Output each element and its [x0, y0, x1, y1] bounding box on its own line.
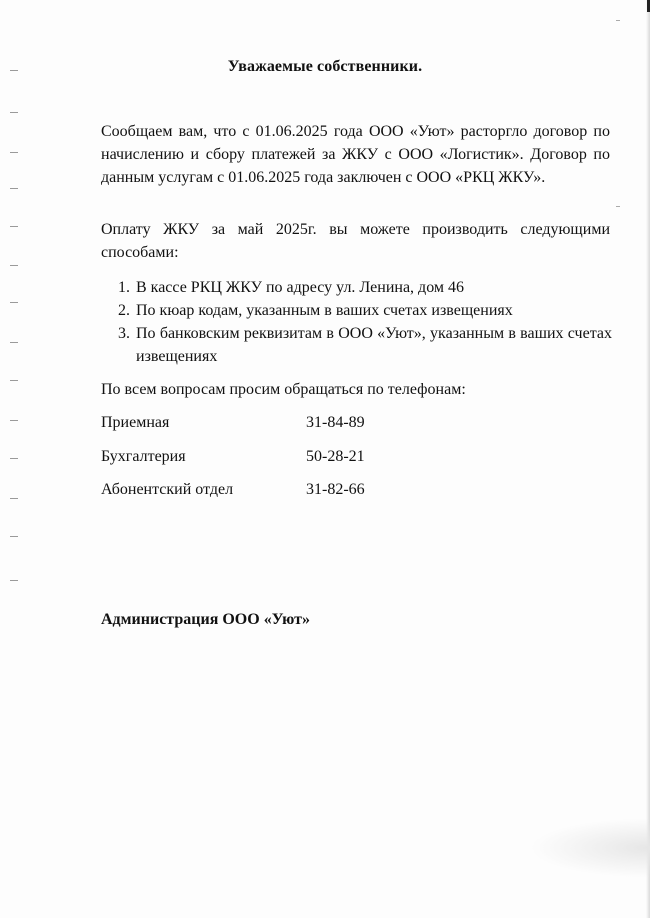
page-edge-shadow: [646, 0, 650, 918]
phone-number: 31-82-66: [306, 481, 365, 498]
scan-margin-mark: [616, 206, 620, 207]
phone-number: 31-84-89: [306, 414, 365, 431]
scan-margin-mark: [10, 342, 18, 343]
phone-number: 50-28-21: [306, 448, 365, 465]
scan-margin-mark: [10, 536, 18, 537]
notice-paragraph: Сообщаем вам, что с 01.06.2025 года ООО «Уют» расторгло договор по начислению и сбору платежей за ЖКУ с ООО «Логистик». Договор по данным услугам с 01.06.2025 года заключен с ООО «РКЦ ЖКУ».: [101, 123, 610, 186]
payment-intro-paragraph: Оплату ЖКУ за май 2025г. вы можете производить следующими способами:: [101, 221, 610, 261]
contact-intro: По всем вопросам просим обращаться по телефонам:: [101, 381, 466, 398]
scan-margin-mark: [10, 112, 18, 113]
scan-margin-mark: [10, 265, 18, 266]
list-item-text: В кассе РКЦ ЖКУ по адресу ул. Ленина, дом 46: [136, 279, 465, 296]
document-title: Уважаемые собственники.: [227, 58, 423, 75]
scan-margin-mark: [10, 188, 18, 189]
phone-row: [101, 414, 365, 432]
list-item-number: 2.: [118, 302, 130, 319]
scan-margin-mark: [10, 380, 18, 381]
scan-margin-mark: [10, 458, 18, 459]
scan-margin-mark: [10, 152, 18, 153]
list-item-number: 3.: [118, 325, 130, 342]
scan-margin-mark: [10, 420, 18, 421]
phone-row: [101, 481, 365, 499]
signature: Администрация ООО «Уют»: [101, 611, 310, 628]
scan-shadow: [530, 818, 650, 878]
department-label: Приемная: [101, 414, 170, 431]
scan-margin-mark: [10, 226, 18, 227]
list-item: [118, 322, 612, 368]
list-item-number: 1.: [118, 279, 130, 296]
scan-margin-mark: [10, 498, 18, 499]
list-item: [118, 276, 612, 299]
scan-margin-mark: [616, 20, 620, 21]
scan-margin-mark: [10, 580, 18, 581]
payment-methods-list: [118, 276, 612, 368]
list-item-text: По кюар кодам, указанным в ваших счетах извещениях: [136, 302, 513, 319]
list-item-text: По банковским реквизитам в ООО «Уют», указанным в ваших счетах извещениях: [136, 325, 612, 365]
phone-row: [101, 448, 365, 466]
scan-margin-mark: [10, 302, 18, 303]
department-label: Абонентский отдел: [101, 481, 234, 498]
department-label: Бухгалтерия: [101, 448, 186, 465]
list-item: [118, 299, 612, 322]
